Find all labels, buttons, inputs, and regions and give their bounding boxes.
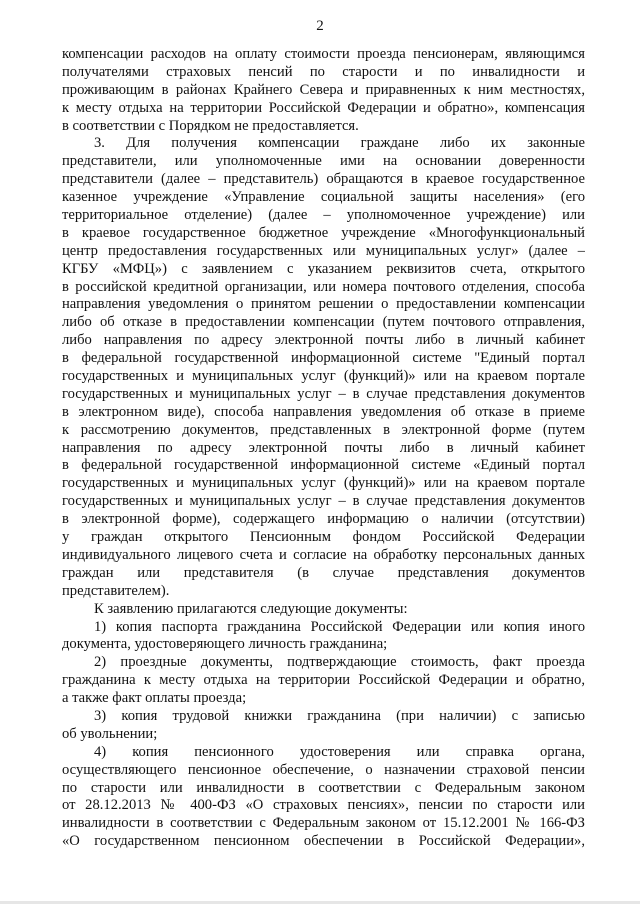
text-line: гражданина к месту отдыха на территории Российской Федерации и обратно, xyxy=(62,672,585,689)
text-line: в соответствии с Порядком не предоставляется. xyxy=(62,117,359,134)
text-line: государственных и муниципальных услуг (функций)» или на краевом портале xyxy=(62,368,585,385)
document-body xyxy=(62,46,585,851)
text-line: а также факт оплаты проезда; xyxy=(62,690,247,707)
text-line: в российской кредитной организации, или номера почтового отделения, способа xyxy=(62,278,585,295)
text-line: представители (далее – представитель) обращаются в краевое государственное xyxy=(62,171,585,188)
text-line: казенное учреждение «Управление социальной защиты населения» (его xyxy=(62,189,585,206)
text-line: получателями страховых пенсий по старости и по инвалидности и xyxy=(62,63,585,80)
text-line: 1) копия паспорта гражданина Российской Федерации или копия иного xyxy=(94,618,585,635)
text-line: «О государственном пенсионном обеспечении в Российской Федерации», xyxy=(62,833,585,850)
page-number: 2 xyxy=(316,18,324,34)
text-line: проживающим в районах Крайнего Севера и приравненных к ним местностях, xyxy=(62,81,585,98)
text-line: у граждан открытого Пенсионным фондом Российской Федерации xyxy=(62,529,585,546)
text-line: либо об отказе в предоставлении компенсации (путем почтового отправления, xyxy=(62,314,585,331)
text-line: в федеральной государственной информационной системе "Единый портал xyxy=(62,350,585,367)
text-line: документа, удостоверяющего личность гражданина; xyxy=(62,636,388,653)
text-line: направления по адресу электронной почты либо в личный кабинет xyxy=(62,439,585,456)
text-line: представителем). xyxy=(62,582,170,599)
text-line: центр предоставления государственных или муниципальных услуг» (далее – xyxy=(62,242,585,259)
text-line: граждан или представителя (в случае представления документов xyxy=(62,564,585,581)
text-line: индивидуального лицевого счета и согласие на обработку персональных данных xyxy=(62,546,585,563)
text-line: 3. Для получения компенсации граждане либо их законные xyxy=(94,135,585,152)
text-line: в федеральной государственной информационной системе «Единый портал xyxy=(62,457,585,474)
text-line: государственных и муниципальных услуг – в случае представления документов xyxy=(62,385,585,402)
text-line: К заявлению прилагаются следующие документы: xyxy=(94,600,408,617)
text-line: КГБУ «МФЦ») с заявлением с указанием реквизитов счета, открытого xyxy=(62,260,585,277)
text-line: 3) копия трудовой книжки гражданина (при наличии) с записью xyxy=(94,707,585,724)
text-line: либо направления по адресу электронной почты либо в личный кабинет xyxy=(62,332,585,349)
text-line: направления уведомления о принятом решении о предоставлении компенсации xyxy=(62,296,585,313)
text-line: территориальное отделение) (далее – уполномоченное учреждение) или xyxy=(62,207,585,224)
text-line: об увольнении; xyxy=(62,725,158,742)
text-line: по старости или инвалидности в соответствии с Федеральным законом xyxy=(62,779,585,796)
text-line: инвалидности в соответствии с Федеральным законом от 15.12.2001 № 166-ФЗ xyxy=(62,815,585,832)
text-line: государственных и муниципальных услуг – в случае представления документов xyxy=(62,493,585,510)
text-line: в электронной форме), содержащего информацию о наличии (отсутствии) xyxy=(62,511,585,528)
text-line: компенсации расходов на оплату стоимости проезда пенсионерам, являющимся xyxy=(62,46,585,62)
text-line: от 28.12.2013 № 400-ФЗ «О страховых пенсиях», пенсии по старости или xyxy=(62,797,585,814)
text-line: осуществляющего пенсионное обеспечение, о назначении страховой пенсии xyxy=(62,761,585,778)
text-line: в краевое государственное бюджетное учреждение «Многофункциональный xyxy=(62,224,585,241)
text-line: представители, или уполномоченные ими на основании доверенности xyxy=(62,153,585,170)
text-line: государственных и муниципальных услуг (функций)» или на краевом портале xyxy=(62,475,585,492)
text-line: к рассмотрению документов, представленных в электронной форме (путем xyxy=(62,421,585,438)
text-line: 4) копия пенсионного удостоверения или справка органа, xyxy=(94,743,585,760)
text-line: 2) проездные документы, подтверждающие стоимость, факт проезда xyxy=(94,654,585,671)
text-line: к месту отдыха на территории Российской Федерации и обратно», компенсация xyxy=(62,99,585,116)
text-line: в электронном виде), способа направления уведомления об отказе в приеме xyxy=(62,403,585,420)
